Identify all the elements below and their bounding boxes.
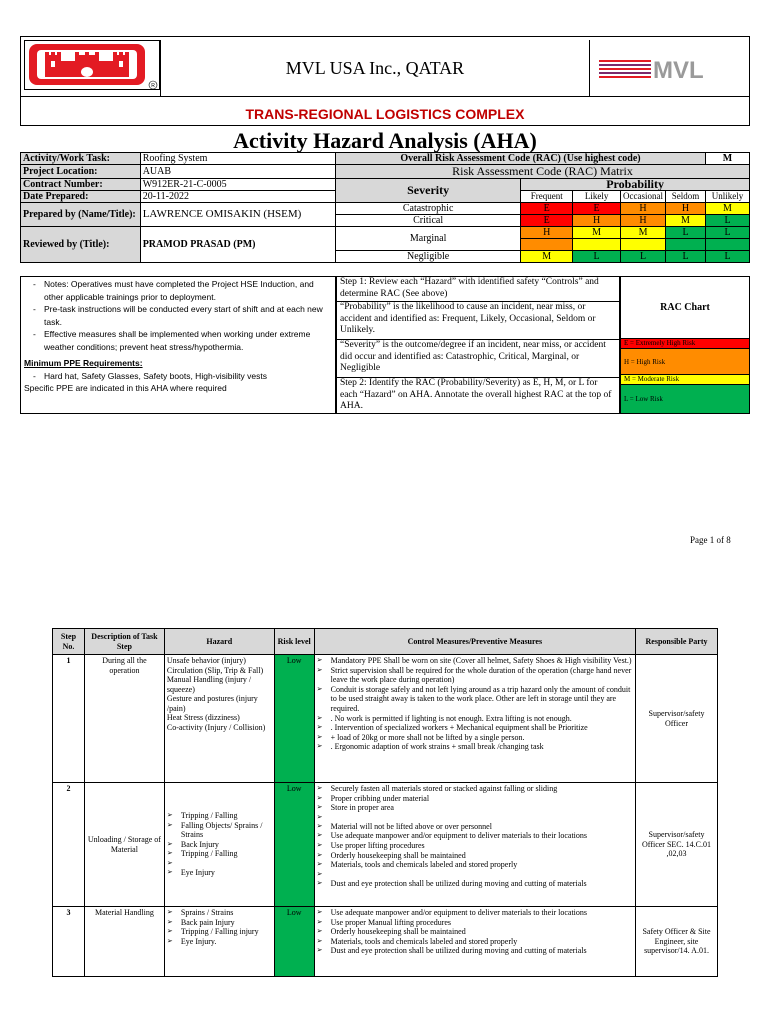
castle-logo <box>24 40 160 90</box>
prob-col: Likely <box>573 191 621 203</box>
overall-rac-label: Overall Risk Assessment Code (RAC) (Use highest code) <box>335 153 705 165</box>
col-header: Hazard <box>164 629 274 655</box>
control-item: ➢ Strict supervision shall be required for the whole duration of the operation (charge hand never leave the work place during operation) <box>317 666 633 685</box>
col-header: Control Measures/Preventive Measures <box>314 629 635 655</box>
hazard-item: ➢ Tripping / Falling injury <box>167 927 272 937</box>
mvl-logo <box>590 40 750 96</box>
reviewed-value: PRAMOD PRASAD (PM) <box>140 227 335 263</box>
table-row <box>53 907 718 977</box>
hazard-item: Manual Handling (injury / squeeze) <box>166 675 252 694</box>
notes-panel <box>20 276 336 414</box>
rac-legend-m: M = Moderate Risk <box>621 375 749 385</box>
rac-spacer <box>621 239 666 251</box>
reviewed-label: Reviewed by (Title): <box>21 227 141 263</box>
col-header: Step No. <box>53 629 85 655</box>
prob-col: Occasional <box>621 191 666 203</box>
task-description: During all the operation <box>84 655 164 783</box>
rac-cell: H <box>666 203 706 215</box>
hazard-item: ➢ Tripping / Falling <box>167 849 272 859</box>
control-item: ➢ Proper cribbing under material <box>317 794 633 804</box>
control-spacer <box>317 870 633 879</box>
control-list <box>314 907 635 977</box>
severity-row: Catastrophic <box>335 203 520 215</box>
rac-cell: H <box>621 215 666 227</box>
severity-row: Critical <box>335 215 520 227</box>
location-label: Project Location: <box>21 165 141 179</box>
hazard-list <box>164 783 274 907</box>
control-item: ➢ Orderly housekeeping shall be maintained <box>317 851 633 861</box>
rac-cell: L <box>666 251 706 263</box>
location-value: AUAB <box>140 165 335 179</box>
contract-label: Contract Number: <box>21 179 141 191</box>
control-list <box>314 783 635 907</box>
page-number: Page 1 of 8 <box>690 535 731 545</box>
prepared-label: Prepared by (Name/Title): <box>21 203 141 227</box>
hazard-item: Circulation (Slip, Trip & Fall) <box>166 665 264 675</box>
hazard-list <box>164 655 274 783</box>
control-measures-table <box>52 628 718 977</box>
severity-header: Severity <box>335 179 520 203</box>
rac-cell: E <box>521 215 573 227</box>
rac-spacer <box>666 239 706 251</box>
probability-header: Probability <box>521 179 750 191</box>
responsible-party: Safety Officer & Site Engineer, site supervisor/14. A.01. <box>636 907 718 977</box>
prob-col: Seldom <box>666 191 706 203</box>
hazard-item: ➢ Falling Objects/ Sprains / Strains <box>167 821 272 840</box>
control-item: ➢ Conduit is storage safely and not left lying around as a trip hazard only the amount of conduit to be used straight away is taken to the work place. Other are left in storage until they are required. <box>317 685 633 714</box>
hazard-item: ➢ Back pain Injury <box>167 918 272 928</box>
step-1: Step 1: Review each “Hazard” with identified safety “Controls” and determine RAC (See above) <box>337 277 619 302</box>
control-item: ➢ Use proper Manual lifting procedures <box>317 918 633 928</box>
note-item: - Effective measures shall be implemented when working under extreme weather conditions; prevent heat stress/hypothermia. <box>24 328 332 353</box>
col-header: Description of Task Step <box>84 629 164 655</box>
rac-cell: M <box>573 227 621 239</box>
rac-cell: M <box>621 227 666 239</box>
control-item: ➢ . No work is permitted if lighting is not enough. Extra lifting is not enough. <box>317 714 633 724</box>
control-spacer <box>317 813 633 822</box>
hazard-item: Unsafe behavior (injury) <box>166 656 246 665</box>
task-description: Material Handling <box>84 907 164 977</box>
hazard-item: Heat Stress (dizziness) <box>166 713 240 722</box>
rac-spacer <box>705 239 749 251</box>
responsible-party: Supervisor/safety Officer <box>636 655 718 783</box>
control-item: ➢ Mandatory PPE Shall be worn on site (Cover all helmet, Safety Shoes & High visibility Vest.) <box>317 656 633 666</box>
note-item: - Pre-task instructions will be conducted every start of shift and at each new task. <box>24 303 332 328</box>
rac-chart <box>620 276 750 414</box>
step-no: 2 <box>53 783 85 907</box>
control-item: ➢ Use proper lifting procedures <box>317 841 633 851</box>
control-item: ➢ Use adequate manpower and/or equipment to deliver materials to their locations <box>317 908 633 918</box>
rac-chart-title: RAC Chart <box>621 277 749 339</box>
hazard-item: ➢ Sprains / Strains <box>167 908 272 918</box>
rac-spacer <box>521 239 573 251</box>
hazard-item: ➢ Eye Injury. <box>167 937 272 947</box>
step-2: Step 2: Identify the RAC (Probability/Severity) as E, H, M, or L for each “Hazard” on AHA. Annotate the overall highest RAC at the top of AHA. <box>340 378 612 411</box>
control-item: ➢ Material will not be lifted above or over personnel <box>317 822 633 832</box>
risk-level: Low <box>274 907 314 977</box>
control-item: ➢ Dust and eye protection shall be utilized during moving and cutting of materials <box>317 879 633 889</box>
document-title: Activity Hazard Analysis (AHA) <box>233 128 537 153</box>
note-item: - Notes: Operatives must have completed the Project HSE Induction, and other applicable trainings prior to deployment. <box>24 278 332 303</box>
project-name: TRANS-REGIONAL LOGISTICS COMPLEX <box>245 106 525 122</box>
ppe-note: Specific PPE are indicated in this AHA where required <box>24 383 227 393</box>
rac-cell: L <box>705 227 749 239</box>
control-item: ➢ Securely fasten all materials stored or stacked against falling or sliding <box>317 784 633 794</box>
hazard-spacer <box>167 859 272 869</box>
control-item: ➢ Dust and eye protection shall be utilized during moving and cutting of materials <box>317 946 633 956</box>
col-header: Risk level <box>274 629 314 655</box>
risk-level: Low <box>274 783 314 907</box>
probability-definition: “Probability” is the likelihood to cause an incident, near miss, or accident and identified as: Frequent, Likely, Occasional, Seldom or Unlikely. <box>337 302 619 340</box>
hazard-item: ➢ Back Injury <box>167 840 272 850</box>
hazard-list <box>164 907 274 977</box>
matrix-title: Risk Assessment Code (RAC) Matrix <box>335 165 749 179</box>
control-item: ➢ + load of 20kg or more shall not be lifted by a single person. <box>317 733 633 743</box>
hazard-item: ➢ Eye Injury <box>167 868 272 878</box>
control-item: ➢ Use adequate manpower and/or equipment to deliver materials to their locations <box>317 831 633 841</box>
rac-cell: L <box>573 251 621 263</box>
date-value: 20-11-2022 <box>140 191 335 203</box>
rac-legend-h: H = High Risk <box>621 349 749 375</box>
control-item: ➢ Store in proper area <box>317 803 633 813</box>
rac-cell: E <box>521 203 573 215</box>
overall-rac-value: M <box>705 153 749 165</box>
responsible-party: Supervisor/safety Officer SEC. 14.C.01 ,02,03 <box>636 783 718 907</box>
severity-row: Negligible <box>335 251 520 263</box>
table-row <box>53 655 718 783</box>
rac-cell: M <box>666 215 706 227</box>
control-item: ➢ Orderly housekeeping shall be maintained <box>317 927 633 937</box>
rac-spacer <box>573 239 621 251</box>
rac-cell: H <box>573 215 621 227</box>
control-list <box>314 655 635 783</box>
rac-legend-l: L = Low Risk <box>621 385 749 413</box>
prob-col: Frequent <box>521 191 573 203</box>
prepared-value: LAWRENCE OMISAKIN (HSEM) <box>140 203 335 227</box>
rac-instructions <box>336 276 620 414</box>
svg-text:MVL: MVL <box>653 57 704 83</box>
rac-cell: L <box>666 227 706 239</box>
task-description: Unloading / Storage of Material <box>84 783 164 907</box>
rac-cell: L <box>621 251 666 263</box>
rac-legend-e: E = Extremely High Risk <box>621 339 749 349</box>
rac-cell: M <box>705 203 749 215</box>
col-header: Responsible Party <box>636 629 718 655</box>
contract-value: W912ER-21-C-0005 <box>140 179 335 191</box>
rac-cell: E <box>573 203 621 215</box>
control-item: ➢ Materials, tools and chemicals labeled and stored properly <box>317 937 633 947</box>
rac-cell: H <box>621 203 666 215</box>
severity-row: Marginal <box>335 227 520 251</box>
control-item: ➢ Materials, tools and chemicals labeled and stored properly <box>317 860 633 870</box>
date-label: Date Prepared: <box>21 191 141 203</box>
severity-definition: “Severity” is the outcome/degree if an incident, near miss, or accident did occur and identified as: Catastrophic, Critical, Marginal, or Negligible <box>337 340 619 378</box>
hazard-item: ➢ Tripping / Falling <box>167 811 272 821</box>
company-name: MVL USA Inc., QATAR <box>160 40 590 96</box>
rac-cell: H <box>521 227 573 239</box>
table-row <box>53 783 718 907</box>
control-item: ➢ . Intervention of specialized workers + Mechanical equipment shall be Prioritize <box>317 723 633 733</box>
step-no: 1 <box>53 655 85 783</box>
svg-text:R: R <box>151 83 155 89</box>
ppe-title: Minimum PPE Requirements: <box>24 358 143 368</box>
hazard-item: Co-activity (Injury / Collision) <box>166 722 266 732</box>
rac-cell: M <box>521 251 573 263</box>
step-no: 3 <box>53 907 85 977</box>
control-item: ➢ . Ergonomic adaption of work strains + small break /changing task <box>317 742 633 752</box>
risk-level: Low <box>274 655 314 783</box>
header-divider <box>20 96 750 97</box>
hazard-item: Gesture and postures (injury /pain) <box>166 694 258 713</box>
activity-value: Roofing System <box>140 153 335 165</box>
activity-label: Activity/Work Task: <box>21 153 141 165</box>
ppe-item: - Hard hat, Safety Glasses, Safety boots, High-visibility vests <box>24 370 332 383</box>
prob-col: Unlikely <box>705 191 749 203</box>
rac-cell: L <box>705 251 749 263</box>
rac-cell: L <box>705 215 749 227</box>
info-table <box>20 152 750 263</box>
